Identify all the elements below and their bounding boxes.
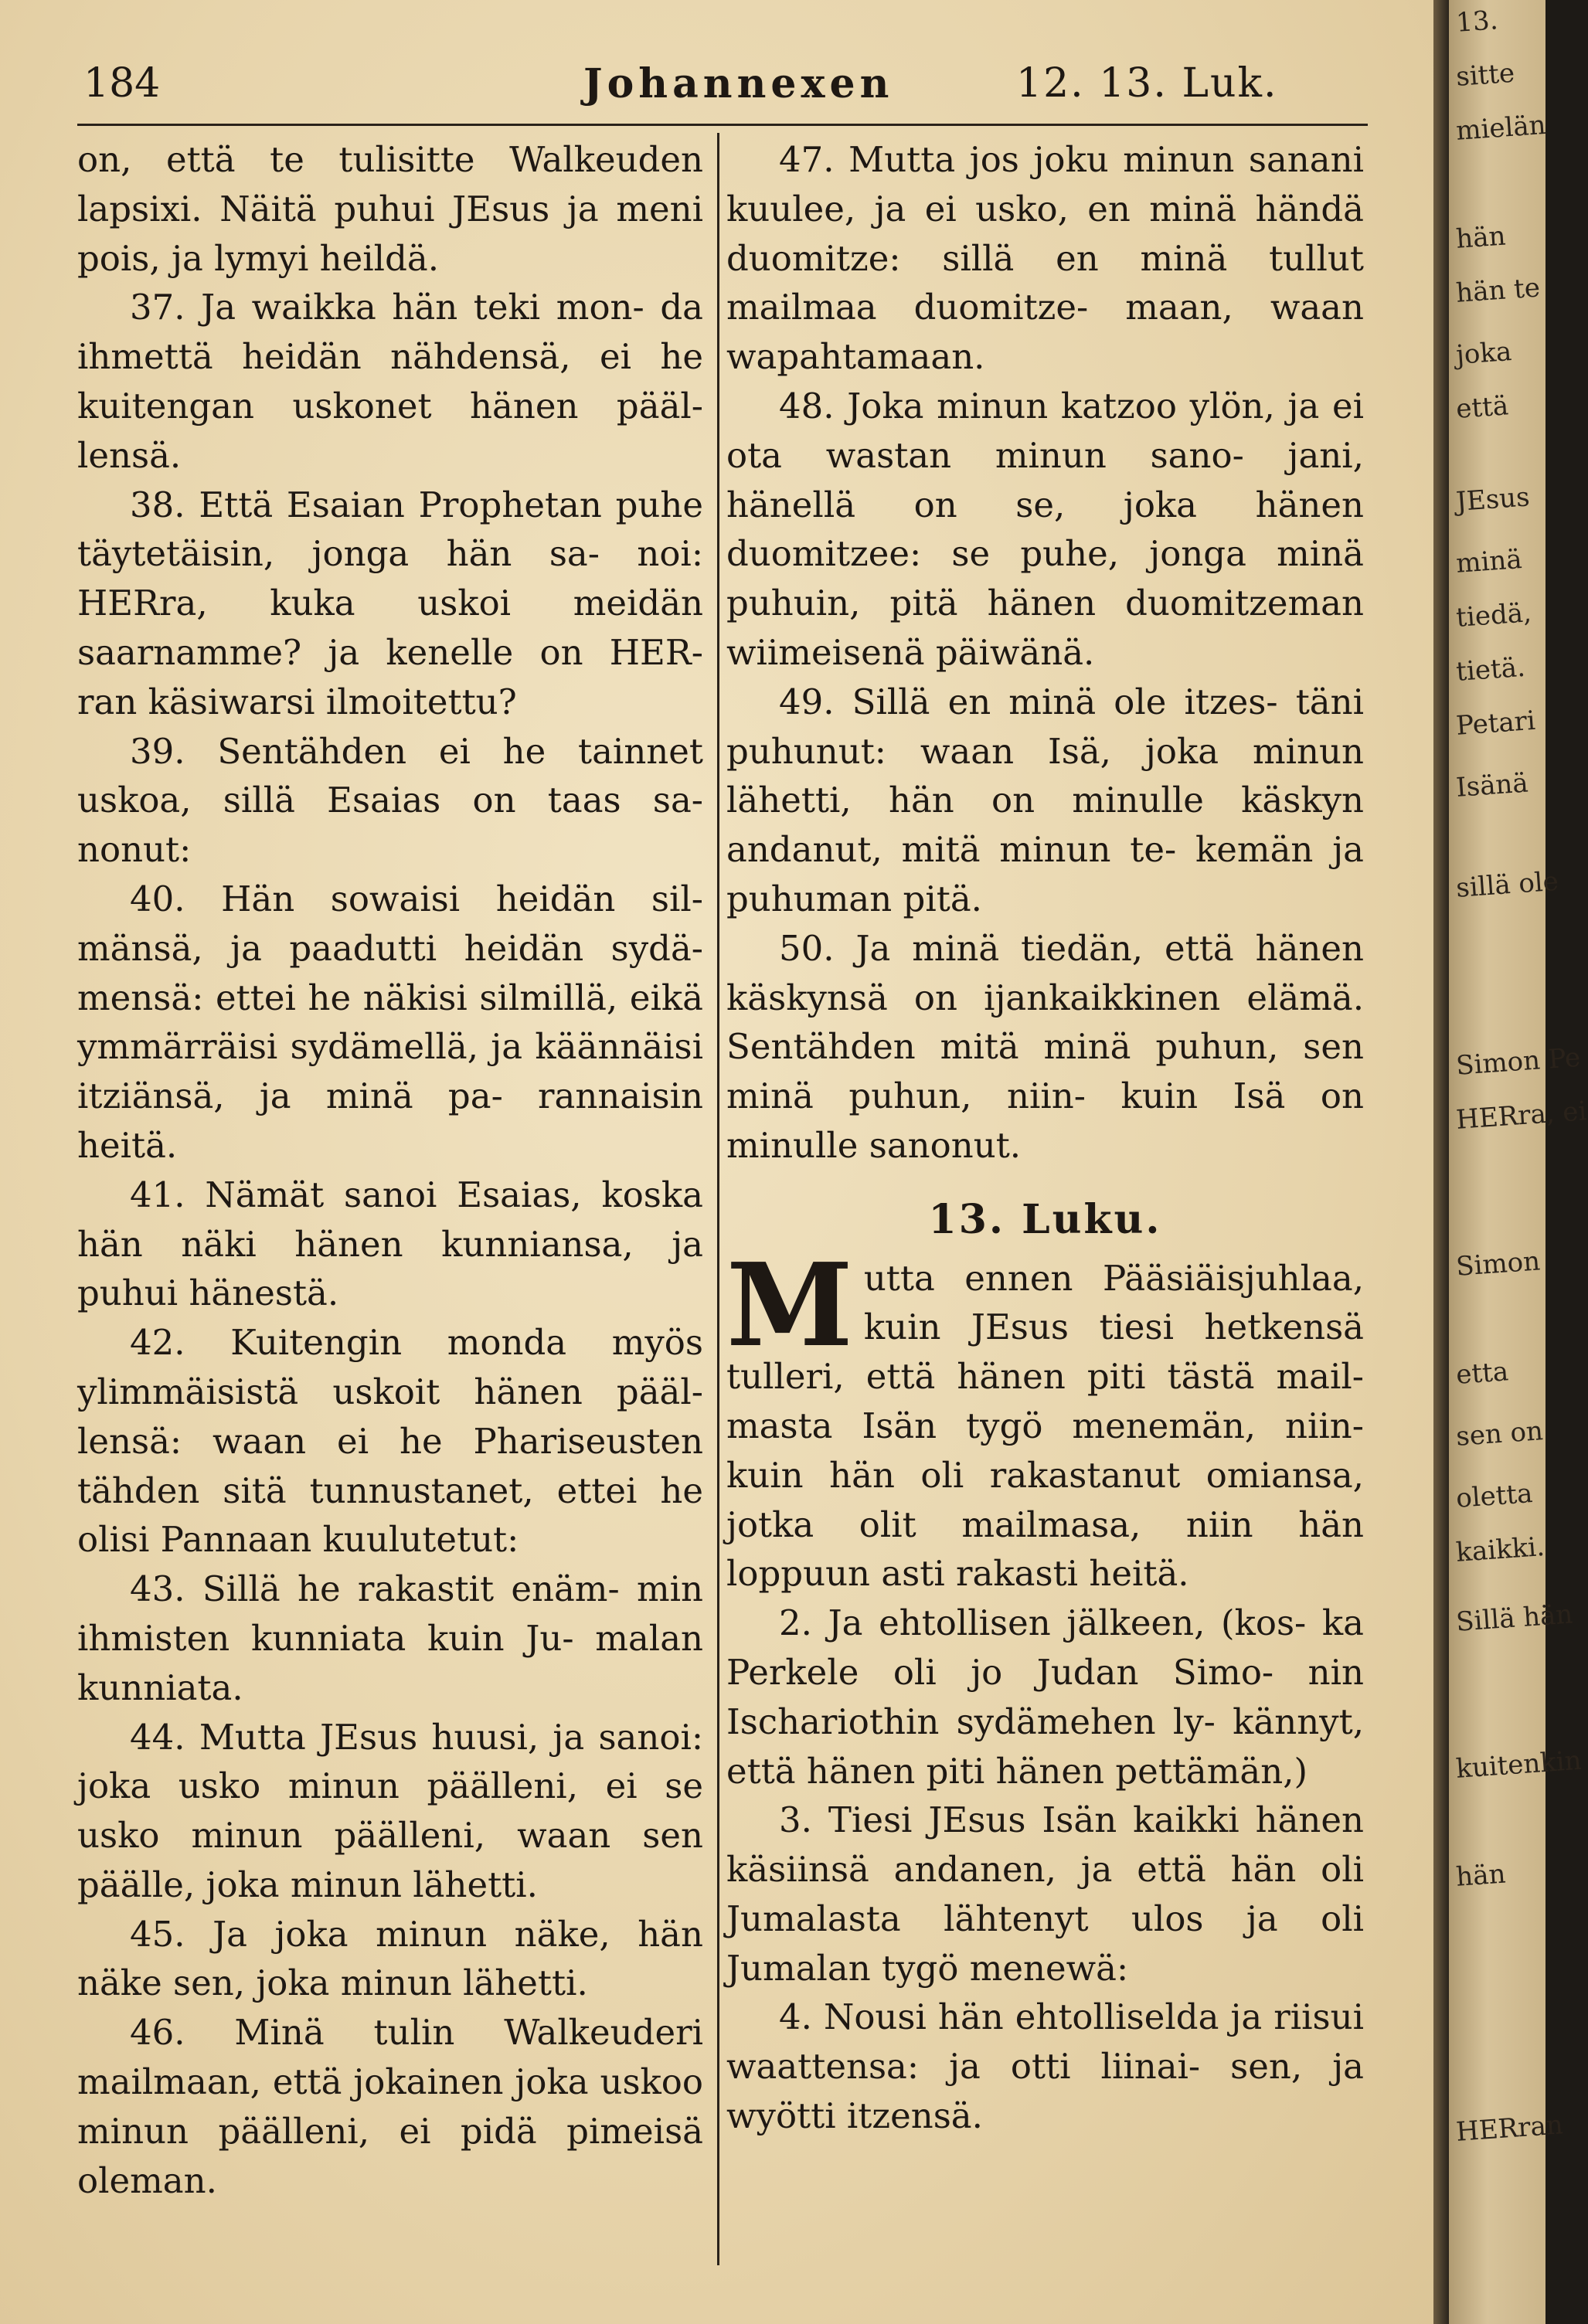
- verse-paragraph: on, että te tulisitte Walkeuden lapsixi. Näitä puhui JEsus ja meni pois, ja lymyi heildä.: [77, 139, 703, 279]
- facing-page-fragment: kaikki.: [1455, 1531, 1546, 1568]
- facing-page-fragment: hän te: [1455, 272, 1542, 309]
- facing-page-fragment: joka: [1455, 335, 1513, 371]
- facing-page-fragment: Simon: [1455, 1245, 1542, 1283]
- facing-page-fragment: Sillä hän: [1455, 1599, 1574, 1638]
- facing-page-edge: [1449, 0, 1588, 2324]
- facing-page-fragment: HERran: [1455, 2109, 1564, 2148]
- facing-page-fragment: etta: [1455, 1356, 1510, 1391]
- facing-page-fragment: että: [1455, 390, 1510, 425]
- facing-page-fragment: mielän: [1455, 109, 1547, 147]
- facing-page-fragment: sillä ole: [1455, 865, 1560, 904]
- left-column: [77, 135, 703, 2205]
- verse-paragraph: 41. Nämät sanoi Esaias, koska hän näki hänen kunniansa, ja puhui hänestä.: [77, 1174, 703, 1314]
- facing-page-fragment: minä: [1455, 544, 1523, 579]
- facing-page-fragment: tietä.: [1455, 651, 1526, 688]
- column-divider: [717, 133, 719, 2265]
- verse-paragraph: 43. Sillä he rakastit enäm- min ihmisten kunniata kuin Ju- malan kunniata.: [77, 1568, 703, 1708]
- header-rule: [77, 124, 1368, 126]
- chapter-opening-text: utta ennen Pääsiäisjuhlaa, kuin JEsus tiesi hetkensä tulleri, että hänen piti tästä mail- masta Isän tygö menemän, niin- kuin hän oli rakastanut omiansa, jotka olit mailmasa, niin hän loppuun asti rakasti heitä.: [726, 1257, 1364, 1595]
- facing-page-fragment: JEsus: [1455, 481, 1531, 518]
- verse-paragraph: 40. Hän sowaisi heidän sil- mänsä, ja paadutti heidän sydä- mensä: ettei he näkisi silmillä, eikä ymmärräisi sydämellä, ja käännäisi itziänsä, ja minä pa- rannaisin heitä.: [77, 878, 703, 1166]
- drop-cap: M: [726, 1237, 853, 1372]
- verse-paragraph: 38. Että Esaian Prophetan puhe täytetäisin, jonga hän sa- noi: HERra, kuka uskoi meidän saarnamme? ja kenelle on HER- ran käsiwarsi ilmoitettu?: [77, 484, 703, 722]
- facing-page-fragment: 13.: [1455, 5, 1499, 39]
- facing-page-fragment: oletta: [1455, 1478, 1534, 1514]
- facing-page-fragment: tiedä,: [1455, 597, 1533, 634]
- verse-paragraph: 42. Kuitengin monda myös ylimmäisistä uskoit hänen pääl- lensä: waan ei he Phariseusten tähden sitä tunnustanet, ettei he olisi Pannaan kuulutetut:: [77, 1322, 703, 1561]
- verse-paragraph: 45. Ja joka minun näke, hän näke sen, joka minun lähetti.: [77, 1913, 703, 2004]
- verse-paragraph: 4. Nousi hän ehtolliselda ja riisui waattensa: ja otti liinai- sen, ja wyötti itzensä.: [726, 1996, 1364, 2137]
- verse-paragraph: 50. Ja minä tiedän, että hänen käskynsä on ijankaikkinen elämä. Sentähden mitä minä puhun, sen minä puhun, niin- kuin Isä on minulle sanonut.: [726, 927, 1364, 1166]
- verse-paragraph: 48. Joka minun katzoo ylön, ja ei ota wastan minun sano- jani, hänellä on se, joka hänen duomitzee: se puhe, jonga minä puhuin, pitä hänen duomitzeman wiimeisenä päiwänä.: [726, 385, 1364, 673]
- verse-paragraph: 37. Ja waikka hän teki mon- da ihmettä heidän nähdensä, ei he kuitengan uskonet hänen pääl- lensä.: [77, 287, 703, 476]
- verse-paragraph: 3. Tiesi JEsus Isän kaikki hänen käsiinsä andanen, ja että hän oli Jumalasta lähtenyt ulos ja oli Jumalan tygö menewä:: [726, 1799, 1364, 1989]
- facing-page-fragment: hän: [1455, 1858, 1507, 1893]
- facing-page-fragment: Petari: [1455, 705, 1537, 742]
- facing-page-fragment: Isänä: [1455, 767, 1529, 804]
- chapter-opening-paragraph: [726, 1237, 1364, 1599]
- facing-page-fragment: sen on: [1455, 1415, 1545, 1452]
- facing-page-fragment: sitte: [1455, 57, 1516, 93]
- verse-paragraph: 46. Minä tulin Walkeuderi mailmaan, että jokainen joka uskoo minun päälleni, ei pidä pimeisä oleman.: [77, 2012, 703, 2201]
- running-header: [77, 54, 1345, 116]
- facing-page-fragment: Simon Pe: [1455, 1041, 1582, 1082]
- verse-paragraph: 2. Ja ehtollisen jälkeen, (kos- ka Perkele oli jo Judan Simo- nin Ischariothin sydämehen ly- kännyt, että hänen piti hänen pettämän,): [726, 1602, 1364, 1792]
- facing-page-fragment: HERra, ei: [1455, 1096, 1588, 1136]
- facing-page-fragment: kuitenkin: [1455, 1745, 1583, 1785]
- verse-paragraph: 44. Mutta JEsus huusi, ja sanoi: joka usko minun päälleni, ei se usko minun päälleni, waan sen päälle, joka minun lähetti.: [77, 1716, 703, 1905]
- running-title: Johannexen: [583, 60, 894, 107]
- right-column: [726, 135, 1364, 2141]
- chapter-heading: 13. Luku.: [928, 1195, 1162, 1243]
- chapter-reference: 12. 13. Luk.: [1016, 60, 1278, 107]
- facing-page-fragment: hän: [1455, 220, 1507, 255]
- verse-paragraph: 39. Sentähden ei he tainnet uskoa, sillä Esaias on taas sa- nonut:: [77, 730, 703, 871]
- page-number: 184: [83, 60, 161, 107]
- verse-paragraph: 49. Sillä en minä ole itzes- täni puhunut: waan Isä, joka minun lähetti, hän on minulle käskyn andanut, mitä minun te- kemän ja puhuman pitä.: [726, 681, 1364, 919]
- verse-paragraph: 47. Mutta jos joku minun sanani kuulee, ja ei usko, en minä händä duomitze: sillä en minä tullut mailmaa duomitze- maan, waan wapahtamaan.: [726, 139, 1364, 378]
- book-gutter: [1433, 0, 1449, 2324]
